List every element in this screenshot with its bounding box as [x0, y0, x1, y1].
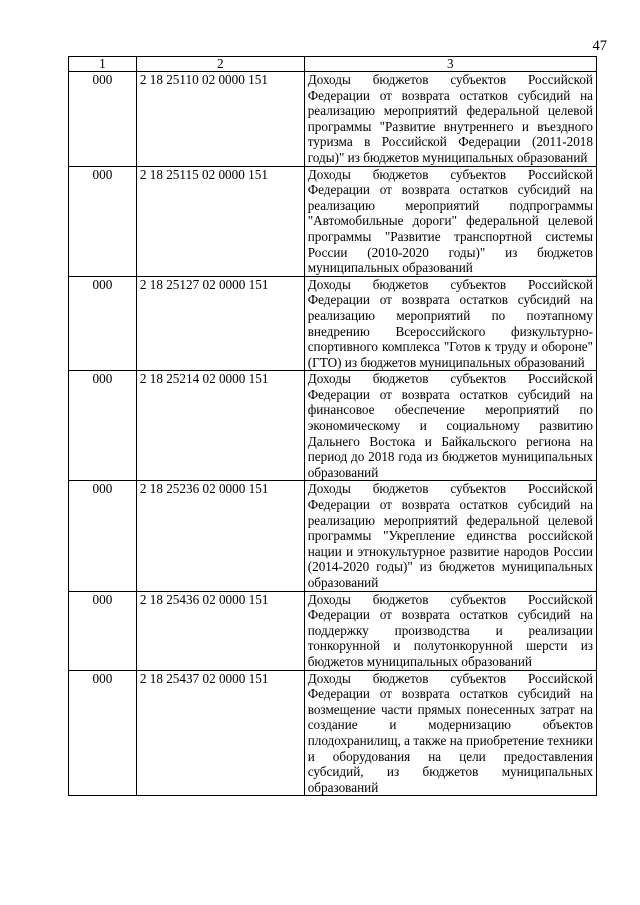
page-number: 47	[592, 38, 607, 54]
table-row	[69, 591, 597, 670]
description-cell: Доходы бюджетов субъектов Российской Федерации от возврата остатков субсидий на реализацию мероприятий федеральной целевой программы "Развитие внутреннего и въездного туризма в Российской Федерации (2011-2018 годы)" из бюджетов муниципальных образований	[304, 72, 596, 167]
admin-code-cell: 000	[69, 481, 137, 591]
description-cell: Доходы бюджетов субъектов Российской Федерации от возврата остатков субсидий на реализацию мероприятий по поэтапному внедрению Всероссийского физкультурно-спортивного комплекса "Готов к труду и обороне" (ГТО) из бюджетов муниципальных образований	[304, 276, 596, 371]
admin-code-cell: 000	[69, 72, 137, 167]
admin-code-cell: 000	[69, 166, 137, 276]
table-row	[69, 371, 597, 481]
kbk-code-cell: 2 18 25127 02 0000 151	[136, 276, 304, 371]
admin-code-cell: 000	[69, 591, 137, 670]
description-cell: Доходы бюджетов субъектов Российской Федерации от возврата остатков субсидий на реализацию мероприятий подпрограммы "Автомобильные дороги" федеральной целевой программы "Развитие транспортной системы России (2010-2020 годы)" из бюджетов муниципальных образований	[304, 166, 596, 276]
kbk-code-cell: 2 18 25236 02 0000 151	[136, 481, 304, 591]
admin-code-cell: 000	[69, 276, 137, 371]
table-header-row	[69, 57, 597, 72]
admin-code-cell: 000	[69, 670, 137, 796]
kbk-code-cell: 2 18 25214 02 0000 151	[136, 371, 304, 481]
kbk-code-cell: 2 18 25110 02 0000 151	[136, 72, 304, 167]
description-cell: Доходы бюджетов субъектов Российской Федерации от возврата остатков субсидий на возмещение части прямых понесенных затрат на создание и модернизацию объектов плодохранилищ, а также на приобретение техники и оборудования на цели предоставления субсидий, из бюджетов муниципальных образований	[304, 670, 596, 796]
header-col-3: 3	[304, 57, 596, 72]
description-cell: Доходы бюджетов субъектов Российской Федерации от возврата остатков субсидий на финансовое обеспечение мероприятий по экономическому и социальному развитию Дальнего Востока и Байкальского региона на период до 2018 года из бюджетов муниципальных образований	[304, 371, 596, 481]
table-row	[69, 166, 597, 276]
kbk-code-cell: 2 18 25115 02 0000 151	[136, 166, 304, 276]
table-row	[69, 670, 597, 796]
description-cell: Доходы бюджетов субъектов Российской Федерации от возврата остатков субсидий на реализацию мероприятий федеральной целевой программы "Укрепление единства российской нации и этнокультурное развитие народов России (2014-2020 годы)" из бюджетов муниципальных образований	[304, 481, 596, 591]
header-col-2: 2	[136, 57, 304, 72]
budget-codes-table	[68, 56, 597, 796]
table-row	[69, 72, 597, 167]
table-row	[69, 481, 597, 591]
table-row	[69, 276, 597, 371]
description-cell: Доходы бюджетов субъектов Российской Федерации от возврата остатков субсидий на поддержку производства и реализации тонкорунной и полутонкорунной шерсти из бюджетов муниципальных образований	[304, 591, 596, 670]
admin-code-cell: 000	[69, 371, 137, 481]
kbk-code-cell: 2 18 25437 02 0000 151	[136, 670, 304, 796]
kbk-code-cell: 2 18 25436 02 0000 151	[136, 591, 304, 670]
header-col-1: 1	[69, 57, 137, 72]
